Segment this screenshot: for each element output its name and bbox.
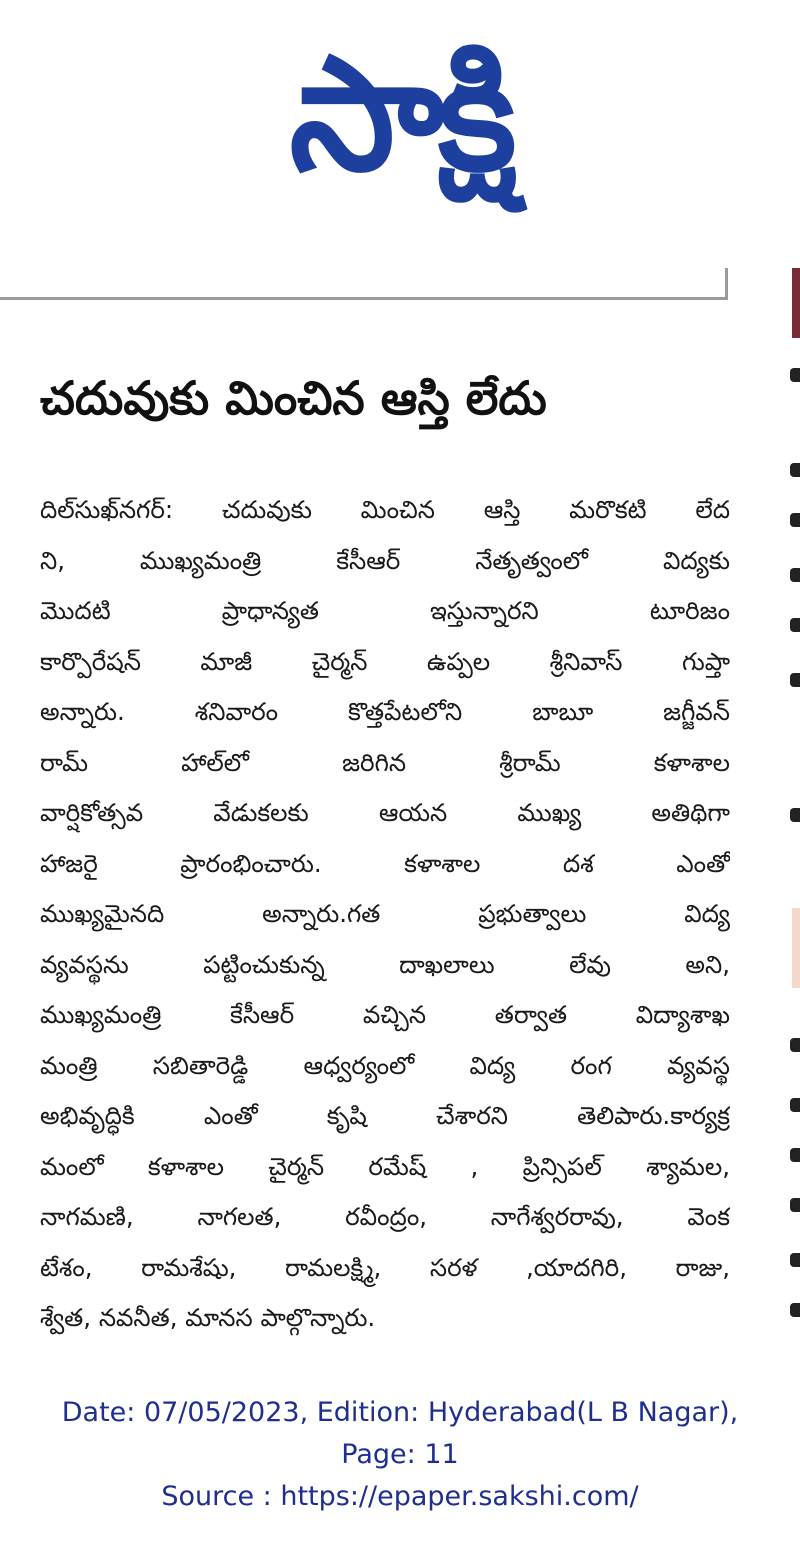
adjacent-glyph — [790, 368, 800, 382]
adjacent-glyph — [790, 1038, 800, 1052]
adjacent-article-edge — [788, 268, 800, 1368]
article-headline: చదువుకు మించిన ఆస్తి లేదు — [40, 371, 547, 425]
article-line: మొదటి ప్రాధాన్యత ఇస్తున్నారని టూరిజం — [40, 596, 730, 625]
article-body — [40, 485, 730, 1344]
article-line: నాగమణి, నాగలత, రవీంద్రం, నాగేశ్వరరావు, వెంక — [40, 1202, 730, 1231]
article-line: మంలో కళాశాల చైర్మన్ రమేష్ , ప్రిన్సిపల్ శ్యామల, — [40, 1151, 730, 1181]
adjacent-glyph — [790, 1303, 800, 1317]
adjacent-image-edge — [792, 268, 800, 338]
article-line: టేశం, రామశేషు, రామలక్ష్మి, సరళ ,యాదగిరి, రాజు, — [40, 1252, 730, 1282]
adjacent-glyph — [790, 1098, 800, 1112]
masthead — [0, 0, 800, 270]
article-line: దిల్‌సుఖ్‌నగర్: చదువుకు మించిన ఆస్తి మరొకటి లేద — [40, 495, 730, 524]
article-line: ముఖ్యమంత్రి కేసీఆర్ వచ్చిన తర్వాత విద్యాశాఖ — [40, 1000, 730, 1029]
adjacent-glyph — [790, 1198, 800, 1212]
article-line: మంత్రి సబితారెడ్డి ఆధ్వర్యంలో విద్య రంగ వ్యవస్థ — [40, 1050, 730, 1080]
article-line: కార్పొరేషన్ మాజీ చైర్మన్ ఉప్పల శ్రీనివాస్ గుప్తా — [40, 646, 730, 676]
adjacent-glyph — [790, 1253, 800, 1267]
article-line: హాజరై ప్రారంభించారు. కళాశాల దశ ఎంతో — [40, 848, 730, 878]
article-line: రామ్ హాల్‌లో జరిగిన శ్రీరామ్ కళాశాల — [40, 747, 730, 777]
article-line: వార్షికోత్సవ వేడుకలకు ఆయన ముఖ్య అతిథిగా — [40, 798, 730, 827]
adjacent-glyph — [790, 1148, 800, 1162]
article-line: అభివృద్ధికి ఎంతో కృషి చేశారని తెలిపారు.కార్యక్ర — [40, 1101, 730, 1130]
source-footer — [0, 1392, 800, 1518]
article-line: ముఖ్యమైనది అన్నారు.గత ప్రభుత్వాలు విద్య — [40, 899, 730, 928]
article-line: అన్నారు. శనివారం కొత్తపేటలోని బాబూ జగ్జీవన్ — [40, 697, 730, 726]
adjacent-glyph — [790, 463, 800, 477]
adjacent-glyph — [790, 618, 800, 632]
adjacent-image-edge — [792, 908, 800, 988]
source-url-text: Source : https://epaper.sakshi.com/ — [161, 1481, 639, 1512]
newspaper-logo: సాక్షి — [289, 23, 511, 207]
section-separator — [0, 268, 728, 300]
date-edition-text: Date: 07/05/2023, Edition: Hyderabad(L B Nagar), — [61, 1397, 739, 1428]
article-line: శ్వేత, నవనీత, మానస పాల్గొన్నారు. — [40, 1303, 376, 1332]
adjacent-glyph — [790, 568, 800, 582]
adjacent-glyph — [790, 808, 800, 822]
adjacent-glyph — [790, 673, 800, 687]
adjacent-glyph — [790, 513, 800, 527]
page-number-text: Page: 11 — [341, 1439, 459, 1470]
article-line: ని, ముఖ్యమంత్రి కేసీఆర్ నేతృత్వంలో విద్యకు — [40, 545, 730, 575]
article-line: వ్యవస్థను పట్టించుకున్న దాఖలాలు లేవు అని, — [40, 949, 730, 979]
